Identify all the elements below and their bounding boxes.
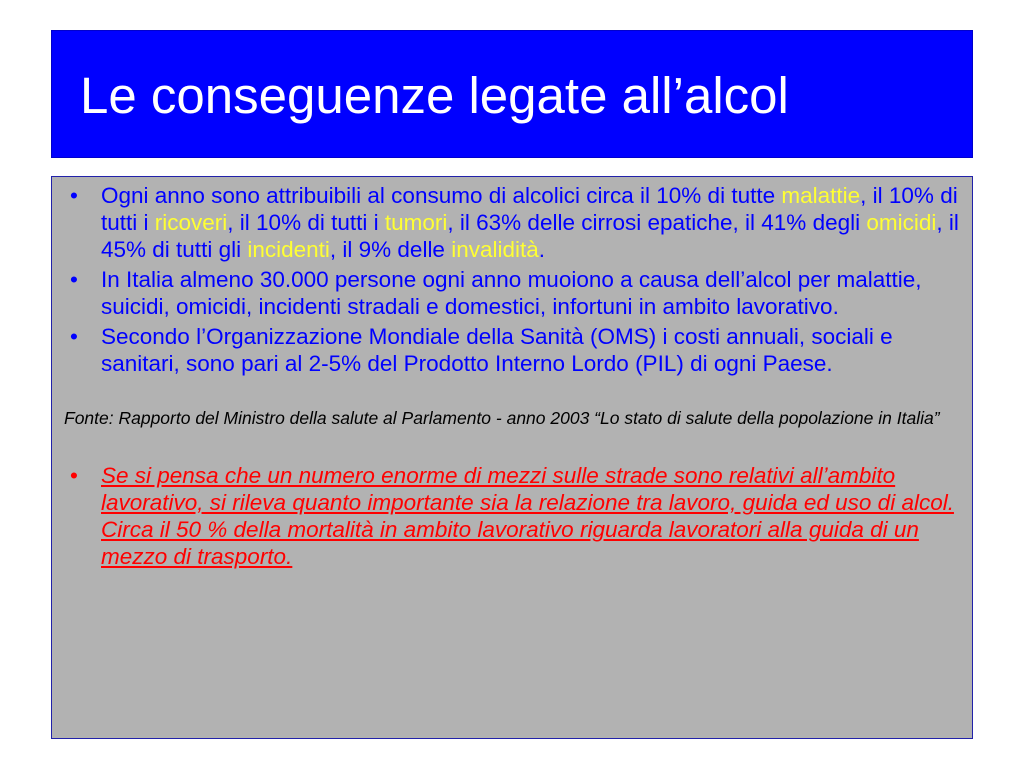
highlight-malattie: malattie xyxy=(781,183,861,208)
title-box xyxy=(51,30,973,158)
source-citation: Fonte: Rapporto del Ministro della salute al Parlamento - anno 2003 “Lo stato di salute della popolazione in Italia” xyxy=(64,408,940,428)
bullet-marker: • xyxy=(70,183,78,208)
warning-text: Se si pensa che un numero enorme di mezzi sulle strade sono relativi all’ambito lavorativo, si rileva quanto importante sia la relazione tra lavoro, guida ed uso di alcol. Circa il 50 % della mortalità in ambito lavorativo riguarda lavoratori alla guida di un mezzo di trasporto. xyxy=(101,463,954,569)
statistics-text-5: , il 45% di tutti gli xyxy=(101,210,959,262)
highlight-omicidi: omicidi xyxy=(866,210,937,235)
statistics-text-7: . xyxy=(538,237,546,262)
slide-title: Le conseguenze legate all’alcol xyxy=(80,67,789,124)
statistics-text-2: , il 10% di tutti i xyxy=(101,183,958,235)
bullet-marker: • xyxy=(70,324,78,349)
highlight-invalidita: invalidità xyxy=(451,237,539,262)
statistics-text-3: , il 10% di tutti i xyxy=(227,210,385,235)
content-text xyxy=(64,182,959,570)
costs-text: Secondo l’Organizzazione Mondiale della Sanità (OMS) i costi annuali, sociali e sanitari, sono pari al 2-5% del Prodotto Interno Lordo (PIL) di ogni Paese. xyxy=(101,324,893,376)
bullet-marker: • xyxy=(70,267,78,292)
highlight-tumori: tumori xyxy=(384,210,448,235)
statistics-text-4: , il 63% delle cirrosi epatiche, il 41% degli xyxy=(447,210,867,235)
bullet-item-costs xyxy=(64,323,959,377)
bullet-item-deaths xyxy=(64,266,959,320)
highlight-ricoveri: ricoveri xyxy=(154,210,228,235)
deaths-text: In Italia almeno 30.000 persone ogni anno muoiono a causa dell’alcol per malattie, suicidi, omicidi, incidenti stradali e domestici, infortuni in ambito lavorativo. xyxy=(101,267,922,319)
bullet-item-statistics xyxy=(64,182,959,263)
content-box xyxy=(51,176,973,739)
bullet-marker: • xyxy=(70,463,78,488)
highlight-incidenti: incidenti xyxy=(247,237,330,262)
bullet-item-warning xyxy=(64,462,959,570)
statistics-text-6: , il 9% delle xyxy=(329,237,452,262)
statistics-text-1: Ogni anno sono attribuibili al consumo di alcolici circa il 10% di tutte xyxy=(101,183,782,208)
